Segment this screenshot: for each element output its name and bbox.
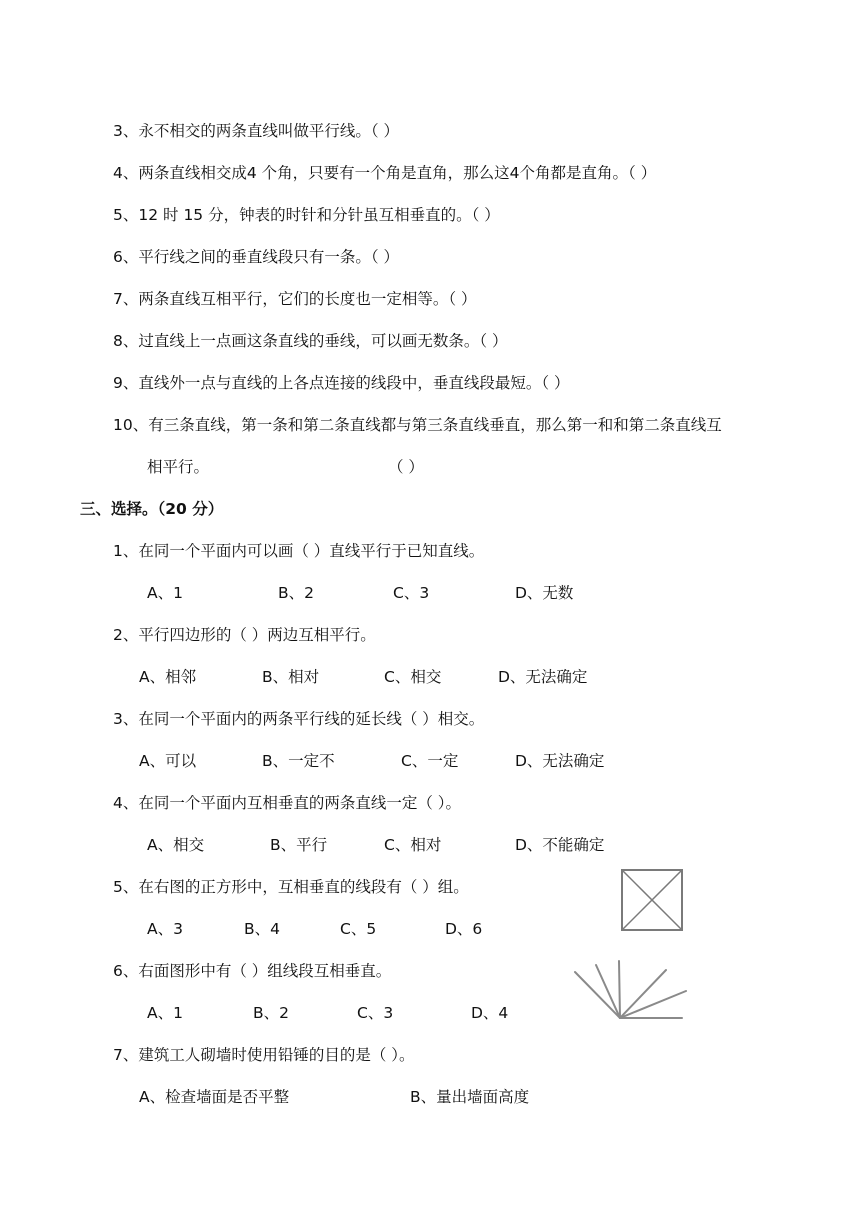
question-7-stem: 7、建筑工人砌墙时使用铅锤的目的是（ ）。 <box>113 1046 415 1064</box>
question-3-stem: 3、在同一个平面内的两条平行线的延长线（ ）相交。 <box>113 710 485 728</box>
question-4-option-c: C、相对 <box>384 836 442 854</box>
statement-8: 8、过直线上一点画这条直线的垂线，可以画无数条。（ ） <box>113 332 508 350</box>
statement-3: 3、永不相交的两条直线叫做平行线。（ ） <box>113 122 400 140</box>
statement-10-continuation: 相平行。 <box>147 458 210 476</box>
statement-10-answer-blank: （ ） <box>388 458 424 476</box>
statement-5: 5、12 时 15 分，钟表的时针和分针虽互相垂直的。（ ） <box>113 206 500 224</box>
fan-segment-1 <box>575 972 620 1018</box>
question-5-option-b: B、4 <box>244 920 280 938</box>
question-6-option-c: C、3 <box>357 1004 394 1022</box>
question-6-stem: 6、右面图形中有（ ）组线段互相垂直。 <box>113 962 392 980</box>
question-3-option-a: A、可以 <box>139 752 197 770</box>
question-2-option-b: B、相对 <box>262 668 320 686</box>
question-3-option-d: D、无法确定 <box>515 752 605 770</box>
statement-10: 10、有三条直线，第一条和第二条直线都与第三条直线垂直，那么第一和和第二条直线互 <box>113 416 722 434</box>
question-3-option-c: C、一定 <box>401 752 459 770</box>
question-5-option-a: A、3 <box>147 920 183 938</box>
fan-segment-5 <box>620 991 686 1018</box>
fan-segment-3 <box>619 961 620 1018</box>
question-2-option-c: C、相交 <box>384 668 442 686</box>
statement-9: 9、直线外一点与直线的上各点连接的线段中，垂直线段最短。（ ） <box>113 374 570 392</box>
question-7-option-a: A、检查墙面是否平整 <box>139 1088 290 1106</box>
question-5-option-d: D、6 <box>445 920 483 938</box>
question-4-option-d: D、不能确定 <box>515 836 605 854</box>
question-6-option-b: B、2 <box>253 1004 289 1022</box>
question-1-option-d: D、无数 <box>515 584 574 602</box>
question-1-option-b: B、2 <box>278 584 314 602</box>
question-1-stem: 1、在同一个平面内可以画（ ）直线平行于已知直线。 <box>113 542 485 560</box>
question-2-stem: 2、平行四边形的（ ）两边互相平行。 <box>113 626 376 644</box>
statement-7: 7、两条直线互相平行，它们的长度也一定相等。（ ） <box>113 290 477 308</box>
question-6-option-a: A、1 <box>147 1004 183 1022</box>
question-4-stem: 4、在同一个平面内互相垂直的两条直线一定（ ）。 <box>113 794 462 812</box>
fan-lines-figure <box>570 955 690 1025</box>
question-2-option-d: D、无法确定 <box>498 668 588 686</box>
statement-4: 4、两条直线相交成4 个角，只要有一个角是直角，那么这4个角都是直角。（ ） <box>113 164 657 182</box>
question-3-option-b: B、一定不 <box>262 752 335 770</box>
question-4-option-a: A、相交 <box>147 836 205 854</box>
question-2-option-a: A、相邻 <box>139 668 197 686</box>
question-1-option-c: C、3 <box>393 584 430 602</box>
fan-segment-2 <box>596 965 620 1018</box>
question-1-option-a: A、1 <box>147 584 183 602</box>
statement-6: 6、平行线之间的垂直线段只有一条。（ ） <box>113 248 400 266</box>
section-heading: 三、选择。（20 分） <box>80 500 224 518</box>
question-6-option-d: D、4 <box>471 1004 509 1022</box>
question-5-option-c: C、5 <box>340 920 377 938</box>
fan-segment-4 <box>620 970 666 1018</box>
question-5-stem: 5、在右图的正方形中，互相垂直的线段有（ ）组。 <box>113 878 469 896</box>
question-7-option-b: B、量出墙面高度 <box>410 1088 530 1106</box>
square-diagonals-figure <box>620 868 684 932</box>
question-4-option-b: B、平行 <box>270 836 328 854</box>
